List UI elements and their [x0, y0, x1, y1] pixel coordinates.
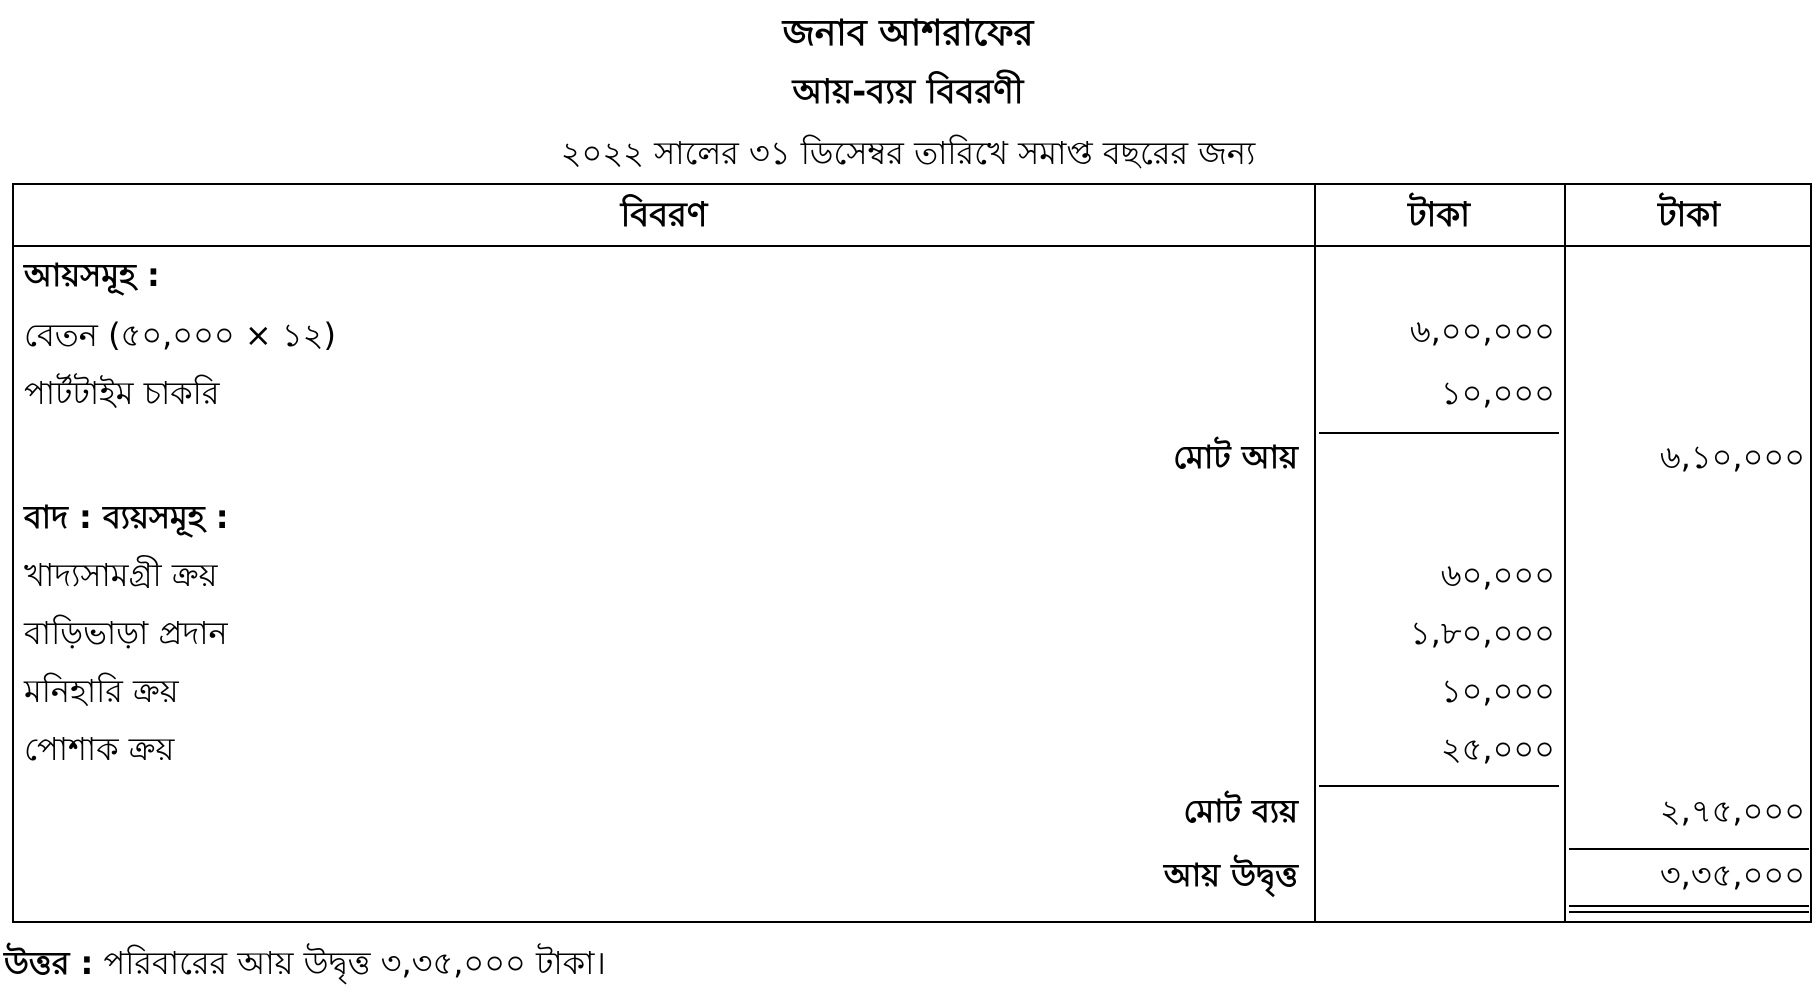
header-divider	[14, 245, 1810, 247]
income-expenditure-table	[12, 183, 1812, 923]
column-divider	[1564, 185, 1566, 921]
answer-line	[4, 938, 606, 992]
double-underline-top	[1569, 905, 1809, 907]
column-header-amount-1: টাকা	[1407, 195, 1471, 235]
double-underline-bottom	[1569, 911, 1809, 913]
surplus-amount: ৩,৩৫,০০০	[1659, 856, 1805, 894]
subtotal-underline	[1319, 785, 1559, 787]
answer-label: উত্তর :	[4, 944, 94, 982]
expense-item-amount: ১,৮০,০০০	[1409, 614, 1555, 652]
expense-item-amount: ৬০,০০০	[1440, 556, 1555, 594]
expense-item-label: পোশাক ক্রয়	[24, 730, 175, 768]
income-item-amount: ১০,০০০	[1440, 374, 1555, 412]
expense-item-label: বাড়িভাড়া প্রদান	[24, 614, 228, 652]
total-expense-amount: ২,৭৫,০০০	[1659, 792, 1805, 830]
total-income-amount: ৬,১০,০০০	[1659, 438, 1805, 476]
expense-item-label: খাদ্যসামগ্রী ক্রয়	[24, 556, 218, 594]
income-item-label: পার্টটাইম চাকরি	[24, 374, 220, 412]
surplus-label: আয় উদ্বৃত্ত	[1163, 856, 1298, 894]
income-heading: আয়সমূহ :	[24, 256, 160, 294]
statement-period: ২০২২ সালের ৩১ ডিসেম্বর তারিখে সমাপ্ত বছরের জন্য	[560, 134, 1256, 172]
column-header-description: বিবরণ	[620, 195, 708, 235]
owner-name-title: জনাব আশরাফের	[782, 13, 1034, 54]
total-expense-label: মোট ব্যয়	[1183, 792, 1298, 830]
expense-item-amount: ১০,০০০	[1440, 672, 1555, 710]
total-income-label: মোট আয়	[1173, 438, 1298, 476]
total-underline	[1569, 848, 1809, 850]
answer-text: পরিবারের আয় উদ্বৃত্ত ৩,৩৫,০০০ টাকা।	[103, 944, 606, 982]
income-item-label: বেতন (৫০,০০০ × ১২)	[24, 316, 336, 354]
expense-item-amount: ২৫,০০০	[1440, 730, 1555, 768]
income-item-amount: ৬,০০,০০০	[1409, 312, 1555, 350]
expense-item-label: মনিহারি ক্রয়	[24, 672, 179, 710]
subtotal-underline	[1319, 432, 1559, 434]
column-header-amount-2: টাকা	[1657, 195, 1721, 235]
expense-heading: বাদ : ব্যয়সমূহ :	[24, 498, 229, 536]
statement-title: আয়-ব্যয় বিবরণী	[792, 72, 1024, 112]
column-divider	[1314, 185, 1316, 921]
